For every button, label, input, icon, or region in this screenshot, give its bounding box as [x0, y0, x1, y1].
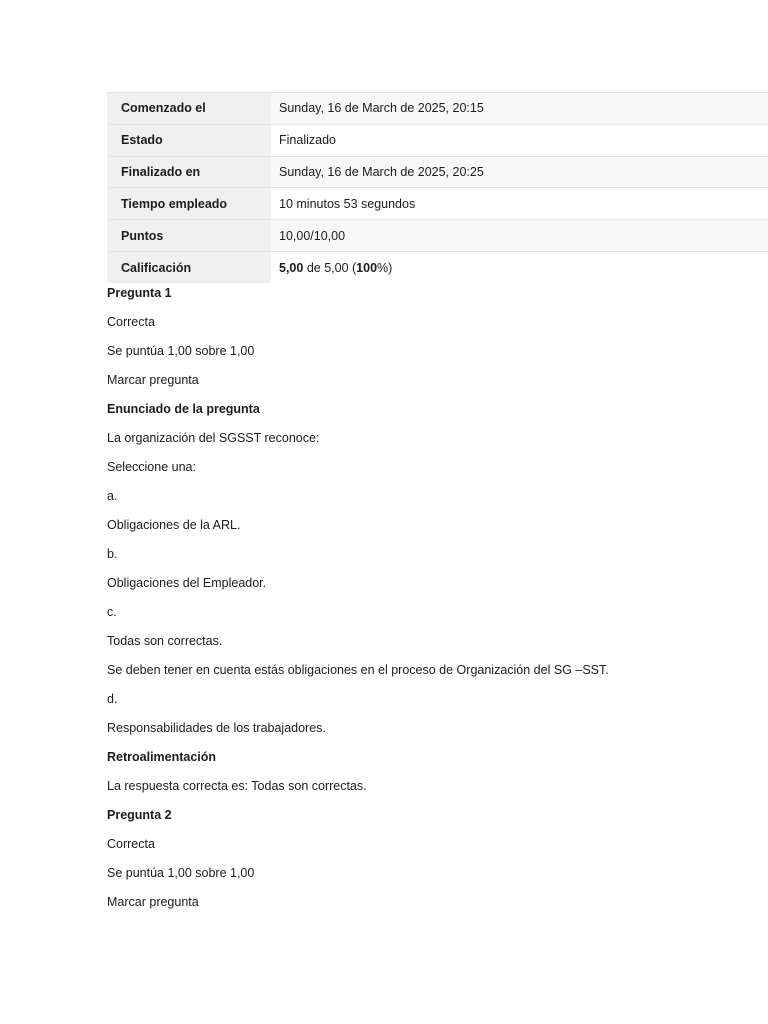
option-a-letter: a.	[107, 489, 118, 503]
summary-row-finished	[107, 156, 768, 188]
summary-value-finished: Sunday, 16 de March de 2025, 20:25	[271, 156, 768, 188]
summary-value-state: Finalizado	[271, 124, 768, 156]
summary-label-finished: Finalizado en	[107, 156, 271, 188]
summary-value-grade	[271, 251, 768, 283]
question-1-feedback: La respuesta correcta es: Todas son correctas.	[107, 779, 367, 793]
grade-middle: de 5,00 (	[303, 260, 357, 275]
attempt-summary-table	[107, 92, 768, 283]
question-1-flag-link[interactable]: Marcar pregunta	[107, 373, 199, 387]
summary-value-points: 10,00/10,00	[271, 220, 768, 252]
question-1-statement: La organización del SGSST reconoce:	[107, 431, 320, 445]
summary-row-points	[107, 220, 768, 252]
option-d-text[interactable]: Responsabilidades de los trabajadores.	[107, 721, 326, 735]
summary-row-grade	[107, 251, 768, 283]
grade-score: 5,00	[279, 260, 304, 275]
summary-value-started: Sunday, 16 de March de 2025, 20:15	[271, 93, 768, 125]
summary-row-started	[107, 93, 768, 125]
summary-label-started: Comenzado el	[107, 93, 271, 125]
question-1-prompt: Seleccione una:	[107, 460, 196, 474]
question-1-title: Pregunta 1	[107, 286, 172, 300]
question-1-feedback-heading: Retroalimentación	[107, 750, 217, 764]
option-d-letter: d.	[107, 692, 118, 706]
grade-percent: 100	[356, 260, 378, 275]
option-a-text[interactable]: Obligaciones de la ARL.	[107, 518, 241, 532]
summary-label-time-taken: Tiempo empleado	[107, 188, 271, 220]
question-2-flag-link[interactable]: Marcar pregunta	[107, 895, 199, 909]
option-b-letter: b.	[107, 547, 118, 561]
question-2-title: Pregunta 2	[107, 808, 172, 822]
question-2-state: Correcta	[107, 837, 155, 851]
summary-label-state: Estado	[107, 124, 271, 156]
summary-label-grade: Calificación	[107, 251, 271, 283]
question-2-grade: Se puntúa 1,00 sobre 1,00	[107, 866, 255, 880]
grade-suffix: %)	[377, 260, 393, 275]
question-1-statement-heading: Enunciado de la pregunta	[107, 402, 260, 416]
quiz-review-content	[107, 284, 747, 922]
option-c-feedback: Se deben tener en cuenta estás obligaciones en el proceso de Organización del SG –SST.	[107, 663, 609, 677]
option-c-letter: c.	[107, 605, 117, 619]
summary-row-time-taken	[107, 188, 768, 220]
question-1-grade: Se puntúa 1,00 sobre 1,00	[107, 344, 255, 358]
option-b-text[interactable]: Obligaciones del Empleador.	[107, 576, 267, 590]
question-1-state: Correcta	[107, 315, 155, 329]
option-c-text[interactable]: Todas son correctas.	[107, 634, 223, 648]
summary-label-points: Puntos	[107, 220, 271, 252]
summary-value-time-taken: 10 minutos 53 segundos	[271, 188, 768, 220]
summary-row-state	[107, 124, 768, 156]
